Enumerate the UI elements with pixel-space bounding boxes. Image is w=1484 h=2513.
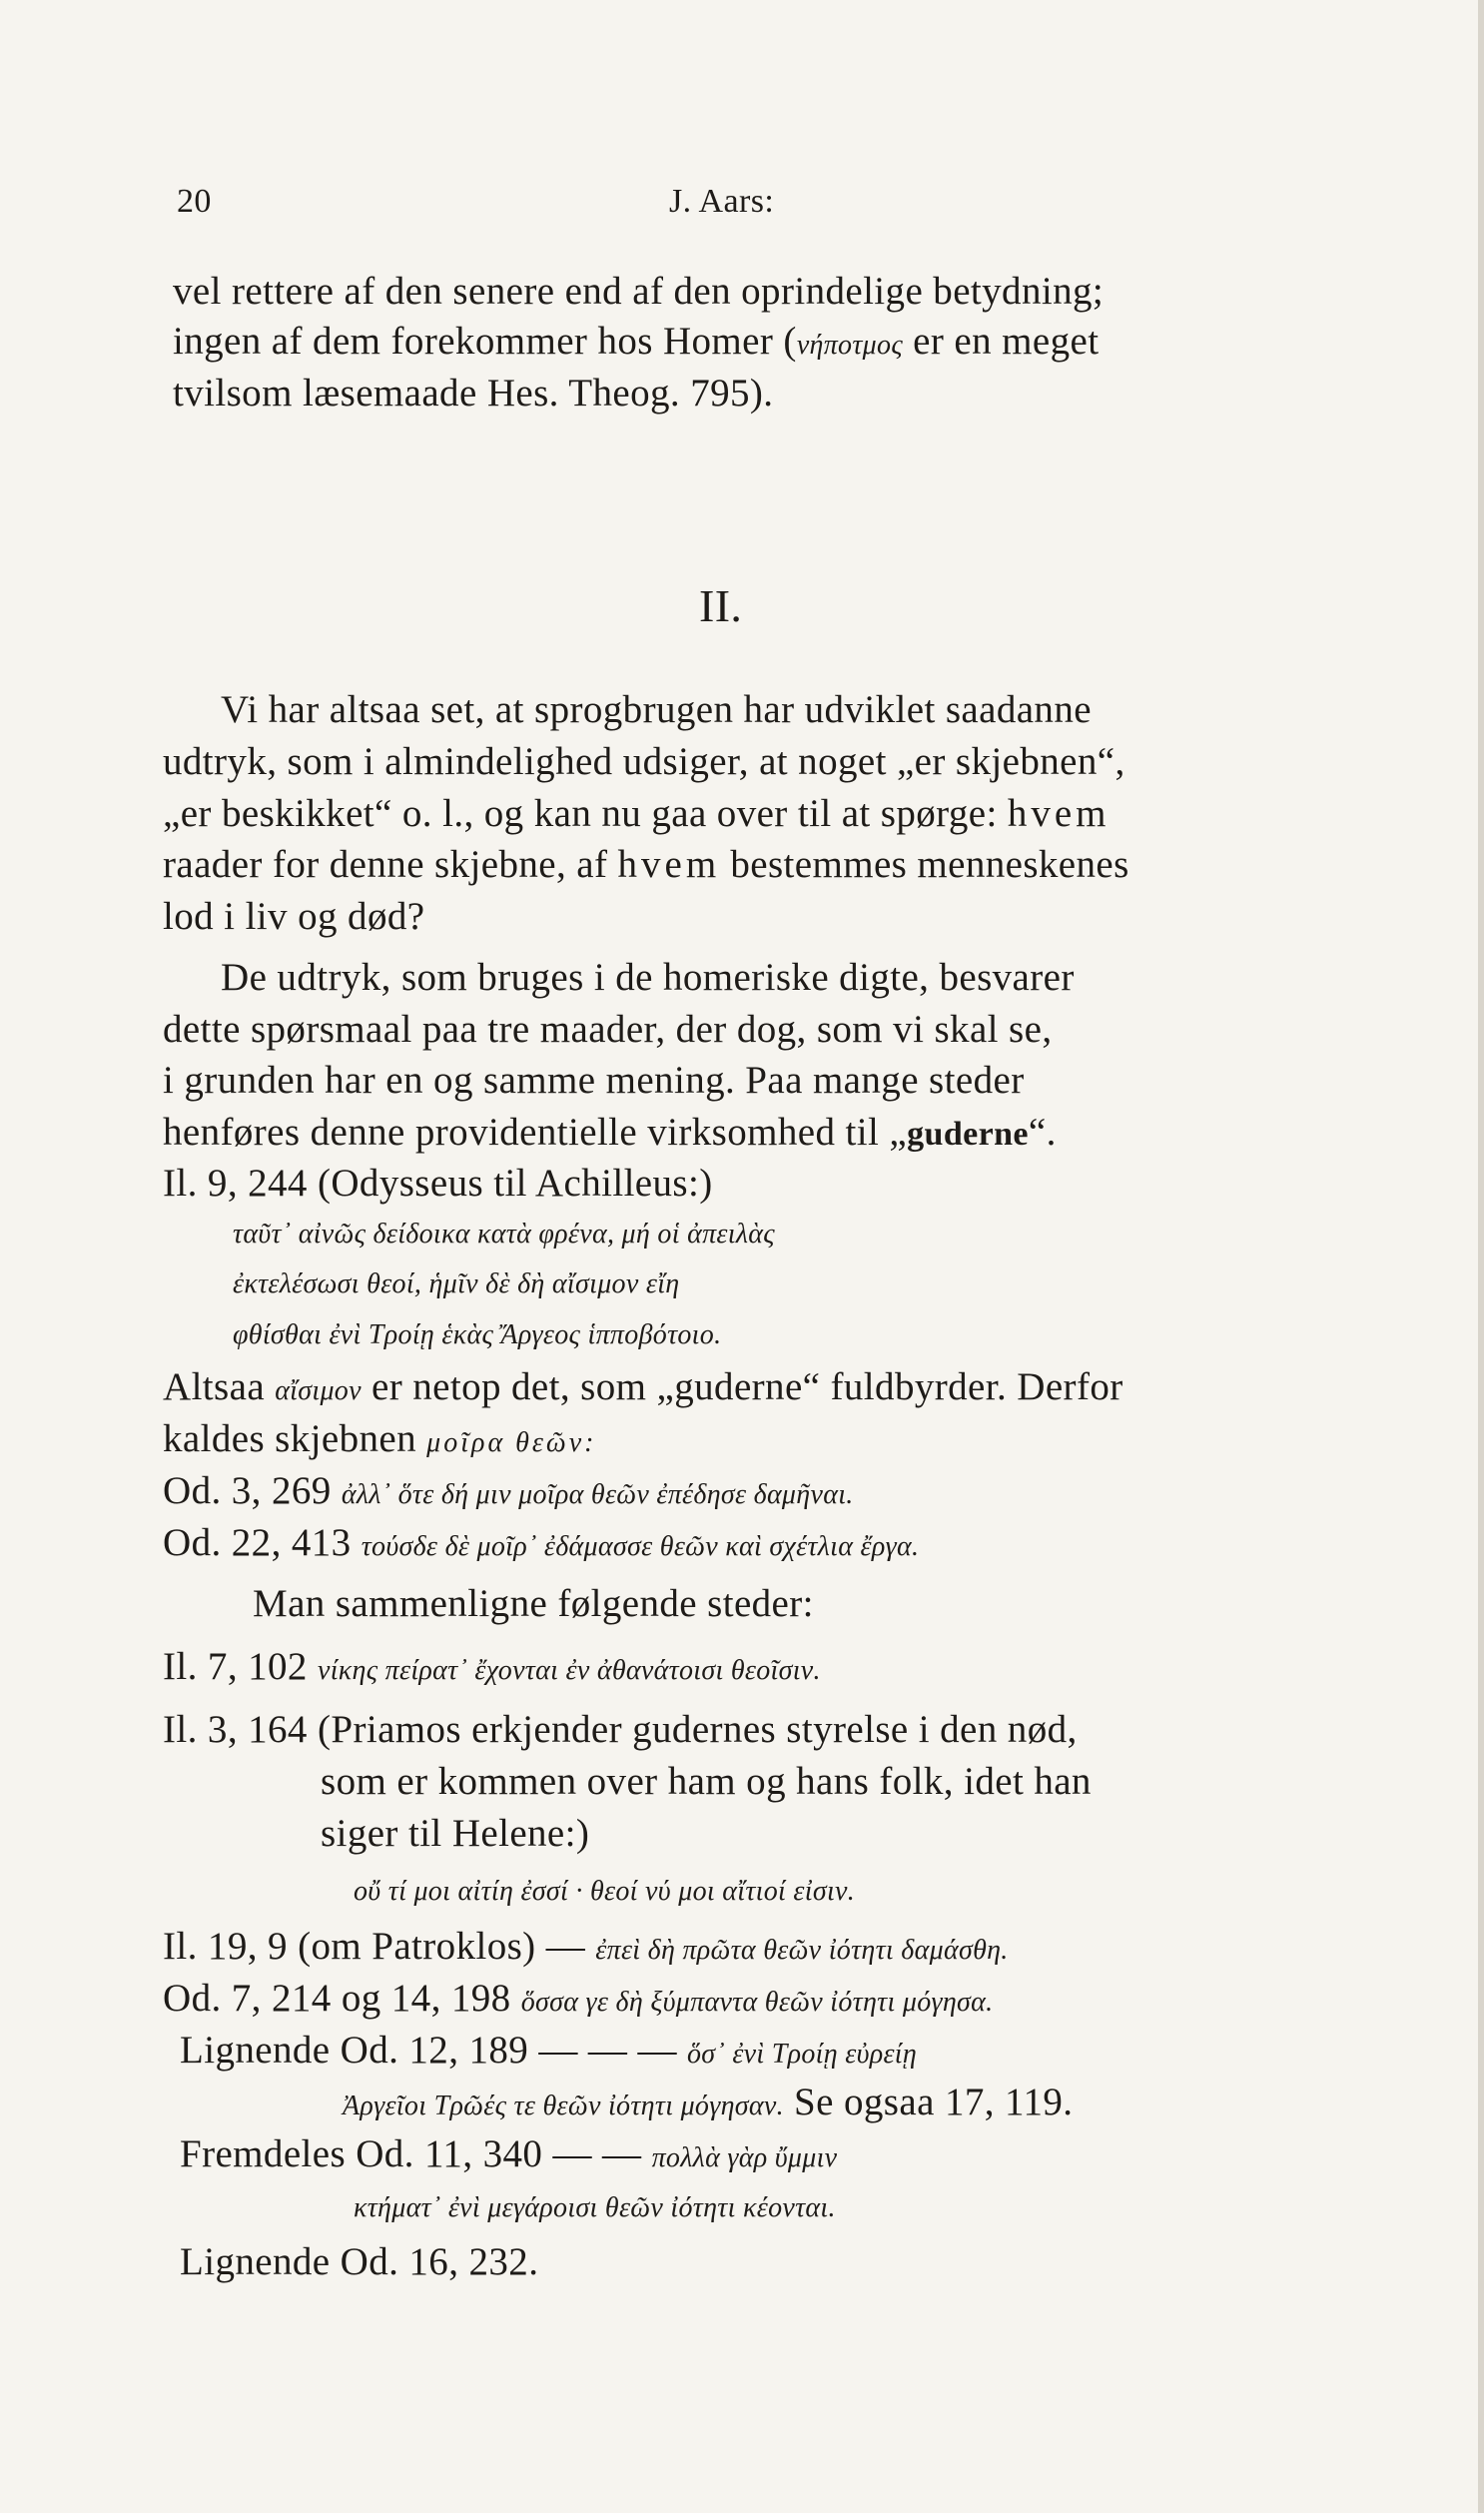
p1-line-4-text-c: bestemmes menneskenes <box>720 843 1129 886</box>
ref-od-3-269 <box>163 1467 854 1519</box>
p3-line-2-text: kaldes skjebnen <box>163 1417 427 1460</box>
p2-guderne-bold: guderne <box>907 1116 1029 1153</box>
od7-label: Od. 7, 214 og 14, 198 <box>163 1977 511 2020</box>
p1-line-4 <box>163 841 1129 889</box>
od12-see-also: Se ogsaa 17, 119. <box>794 2081 1074 2123</box>
p4-line-1: Man sammenligne følgende steder: <box>253 1582 814 1625</box>
p2-line-1: De udtryk, som bruges i de homeriske digte, besvarer <box>221 956 1075 999</box>
p2-line-4-text-b: “. <box>1028 1111 1057 1154</box>
p3-greek-aisimon: αἴσιμον <box>275 1375 362 1406</box>
p2-line-4 <box>163 1109 1057 1159</box>
od11-greek-1: πολλὰ γὰρ ὔμμιν <box>651 2142 838 2173</box>
ref-greek: ἀλλ᾽ ὅτε δή μιν μοῖρα θεῶν ἐπέδησε δαμῆναι. <box>341 1479 854 1510</box>
od11-greek-2: κτήματ᾽ ἐνὶ μεγάροισι θεῶν ἰότητι κέονται. <box>354 2192 836 2223</box>
p3-line-1 <box>163 1363 1123 1415</box>
il3-greek: οὔ τί μοι αἰτίη ἐσσί · θεοί νύ μοι αἴτιοί εἰσιν. <box>354 1876 856 1907</box>
p3-line-1-text-b: er netop det, som „guderne“ fuldbyrder. Derfor <box>361 1365 1123 1408</box>
p1-emphasis-hvem-1: hvem <box>1007 792 1111 835</box>
il3-line-3: siger til Helene:) <box>321 1812 590 1855</box>
quote1-line-2: ἐκτελέσωσι θεοί, ἡμῖν δὲ δὴ αἴσιμον εἴη <box>233 1268 680 1299</box>
il19-line <box>163 1923 1009 1975</box>
p2-line-4-text-a: henføres denne providentielle virksomhed til „ <box>163 1111 908 1154</box>
p3-greek-moira: μοῖρα θεῶν: <box>426 1427 597 1458</box>
page-edge-shadow <box>1478 0 1484 2513</box>
p1-line-2: udtryk, som i almindelighed udsiger, at noget „er skjebnen“, <box>163 740 1125 783</box>
p2-line-5: Il. 9, 244 (Odysseus til Achilleus:) <box>163 1162 713 1205</box>
ref-greek: τούσδε δὲ μοῖρ᾽ ἐδάμασσε θεῶν καὶ σχέτλια ἔργα. <box>361 1531 920 1562</box>
il19-greek: ἐπεὶ δὴ πρῶτα θεῶν ἰότητι δαμάσθη. <box>595 1935 1009 1966</box>
intro-line-3: tvilsom læsemaade Hes. Theog. 795). <box>173 372 774 415</box>
intro-line-2-text-b: er en meget <box>903 320 1100 363</box>
quote1-line-1: ταῦτ᾽ αἰνῶς δείδοικα κατὰ φρένα, μή οἱ ἀπειλὰς <box>233 1219 775 1250</box>
od11-label: Fremdeles Od. 11, 340 — — <box>180 2132 642 2175</box>
intro-line-2 <box>173 318 1099 370</box>
od7-greek: ὅσσα γε δὴ ξύμπαντα θεῶν ἰότητι μόγησα. <box>520 1987 994 2018</box>
od12-line-1 <box>180 2027 917 2079</box>
od12-label: Lignende Od. 12, 189 — — — <box>180 2029 677 2072</box>
il3-line-1: Il. 3, 164 (Priamos erkjender gudernes styrelse i den nød, <box>163 1708 1078 1751</box>
od12-line-2 <box>343 2079 1073 2130</box>
od11-line-1 <box>180 2130 837 2182</box>
p1-line-3-text: „er beskikket“ o. l., og kan nu gaa over til at spørge: <box>163 792 1008 835</box>
quote1-line-3: φθίσθαι ἐνὶ Τροίῃ ἑκὰς Ἄργεος ἱπποβότοιο. <box>233 1319 722 1350</box>
p1-emphasis-hvem-2: hvem <box>617 843 721 886</box>
od12-greek-1: ὅσ᾽ ἐνὶ Τροίῃ εὐρείῃ <box>687 2039 918 2070</box>
p1-line-1: Vi har altsaa set, at sprogbrugen har udviklet saadanne <box>221 688 1092 731</box>
p2-line-3: i grunden har en og samme mening. Paa mange steder <box>163 1059 1025 1102</box>
section-title: II. <box>699 580 743 631</box>
p1-line-5: lod i liv og død? <box>163 895 425 938</box>
ref-label: Od. 3, 269 <box>163 1469 332 1512</box>
p1-line-3 <box>163 790 1111 838</box>
ref-greek: νίκης πείρατ᾽ ἔχονται ἐν ἀθανάτοισι θεοῖσιν. <box>317 1655 821 1686</box>
od7-line <box>163 1975 993 2027</box>
il19-label: Il. 19, 9 (om Patroklos) — <box>163 1925 586 1968</box>
p3-line-1-text-a: Altsaa <box>163 1365 276 1408</box>
intro-line-2-text-a: ingen af dem forekommer hos Homer ( <box>173 320 797 363</box>
ref-od-22-413 <box>163 1519 919 1571</box>
p1-line-4-text-a: raader for denne skjebne, af <box>163 843 618 886</box>
intro-greek-word: νήποτμος <box>796 330 903 361</box>
od12-greek-2: Ἀργεῖοι Τρῶές τε θεῶν ἰότητι μόγησαν. <box>343 2091 784 2121</box>
ref-label: Il. 7, 102 <box>163 1645 308 1688</box>
p3-line-2 <box>163 1415 596 1467</box>
il3-line-2: som er kommen over ham og hans folk, idet han <box>321 1760 1092 1803</box>
running-title: J. Aars: <box>669 183 775 220</box>
page-number: 20 <box>177 183 212 220</box>
last-line: Lignende Od. 16, 232. <box>180 2240 539 2283</box>
p2-line-2: dette spørsmaal paa tre maader, der dog, som vi skal se, <box>163 1008 1053 1051</box>
intro-line-1: vel rettere af den senere end af den oprindelige betydning; <box>173 270 1105 313</box>
ref-label: Od. 22, 413 <box>163 1521 352 1564</box>
ref-il-7-102 <box>163 1643 821 1695</box>
